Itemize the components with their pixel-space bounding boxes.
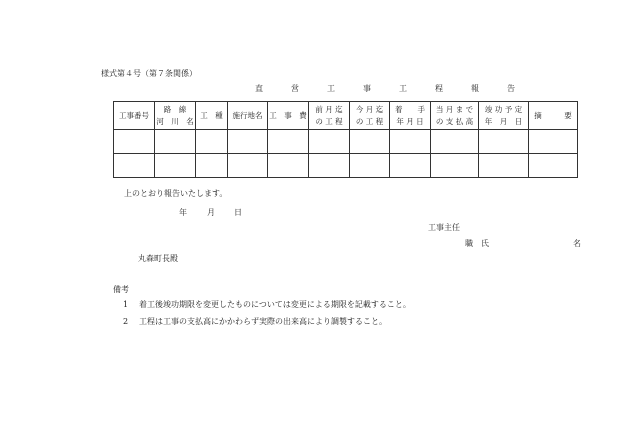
report-date — [179, 207, 242, 218]
table-cell[interactable] — [390, 130, 431, 154]
supervisor-label: 工事主任 — [428, 223, 460, 232]
header-cell-remarks — [529, 102, 578, 130]
date-day-label: 日 — [234, 208, 242, 217]
header-text: 工 事 費 — [269, 110, 307, 120]
header-cell-paid-to-date — [431, 102, 479, 130]
header-text: の 工 程 — [315, 116, 343, 126]
table-cell[interactable] — [196, 130, 228, 154]
header-text: の 工 程 — [355, 116, 384, 126]
header-cell-start-date — [390, 102, 431, 130]
header-cell-this-month-progress — [350, 102, 390, 130]
header-cell-site-name — [228, 102, 268, 130]
header-text: 摘 要 — [534, 110, 572, 120]
table-cell[interactable] — [114, 130, 155, 154]
header-cell-work-cost — [268, 102, 309, 130]
header-text: 年 月 日 — [484, 116, 523, 126]
table-cell[interactable] — [529, 154, 578, 178]
header-text: 竣 功 予 定 — [484, 104, 523, 114]
table-cell[interactable] — [268, 130, 309, 154]
table-cell[interactable] — [155, 154, 196, 178]
table-cell[interactable] — [350, 130, 390, 154]
date-month-label: 月 — [207, 208, 215, 217]
remarks-item-number: 1 — [123, 300, 129, 309]
table-cell[interactable] — [390, 154, 431, 178]
header-text: 当 月 ま で — [435, 104, 474, 114]
table-cell[interactable] — [431, 130, 479, 154]
header-text: 年 月 日 — [396, 116, 424, 126]
remarks-item-text: 着工後竣功期限を変更したものについては変更による期限を記載すること。 — [139, 300, 411, 309]
table-cell[interactable] — [479, 154, 529, 178]
form-number-label: 様式第４号（第７条関係） — [101, 69, 197, 78]
header-text: 着 手 — [395, 104, 425, 114]
header-text: 施行地名 — [232, 110, 263, 120]
date-year-label: 年 — [179, 208, 187, 217]
table-cell[interactable] — [268, 154, 309, 178]
table-cell[interactable] — [155, 130, 196, 154]
table-row — [114, 154, 578, 178]
position-label: 職 氏 — [465, 239, 489, 248]
remarks-item-number: 2 — [123, 317, 129, 326]
header-text: 今 月 迄 — [355, 104, 384, 114]
header-text: 路 線 — [163, 104, 187, 114]
header-text: 前 月 迄 — [315, 104, 343, 114]
table-cell[interactable] — [228, 130, 268, 154]
header-cell-work-type — [196, 102, 228, 130]
table-row — [114, 130, 578, 154]
table-cell[interactable] — [114, 154, 155, 178]
name-label: 名 — [573, 239, 581, 248]
remarks-heading: 備考 — [113, 285, 129, 294]
position-name-line — [465, 238, 581, 249]
table-cell[interactable] — [196, 154, 228, 178]
table-header-row — [114, 102, 578, 130]
table-cell[interactable] — [309, 130, 350, 154]
header-cell-prev-month-progress — [309, 102, 350, 130]
table-cell[interactable] — [350, 154, 390, 178]
report-statement: 上のとおり報告いたします。 — [124, 189, 228, 198]
remarks-item — [123, 316, 387, 327]
header-cell-completion-date — [479, 102, 529, 130]
header-cell-work-number — [114, 102, 155, 130]
header-cell-route-river — [155, 102, 196, 130]
table-cell[interactable] — [431, 154, 479, 178]
table-cell[interactable] — [529, 130, 578, 154]
header-text: の 支 払 高 — [435, 116, 474, 126]
remarks-item — [123, 299, 411, 310]
header-text: 工事番号 — [119, 110, 149, 120]
table-cell[interactable] — [228, 154, 268, 178]
document-title: 直 営 工 事 工 程 報 告 — [255, 84, 525, 93]
progress-report-table — [113, 101, 578, 178]
table-cell[interactable] — [479, 130, 529, 154]
header-text: 河 川 名 — [156, 116, 194, 126]
header-text: 工 種 — [200, 110, 223, 120]
addressee: 丸森町長殿 — [138, 254, 178, 263]
table-cell[interactable] — [309, 154, 350, 178]
remarks-item-text: 工程は工事の支払高にかかわらず実際の出来高により調製すること。 — [139, 317, 387, 326]
